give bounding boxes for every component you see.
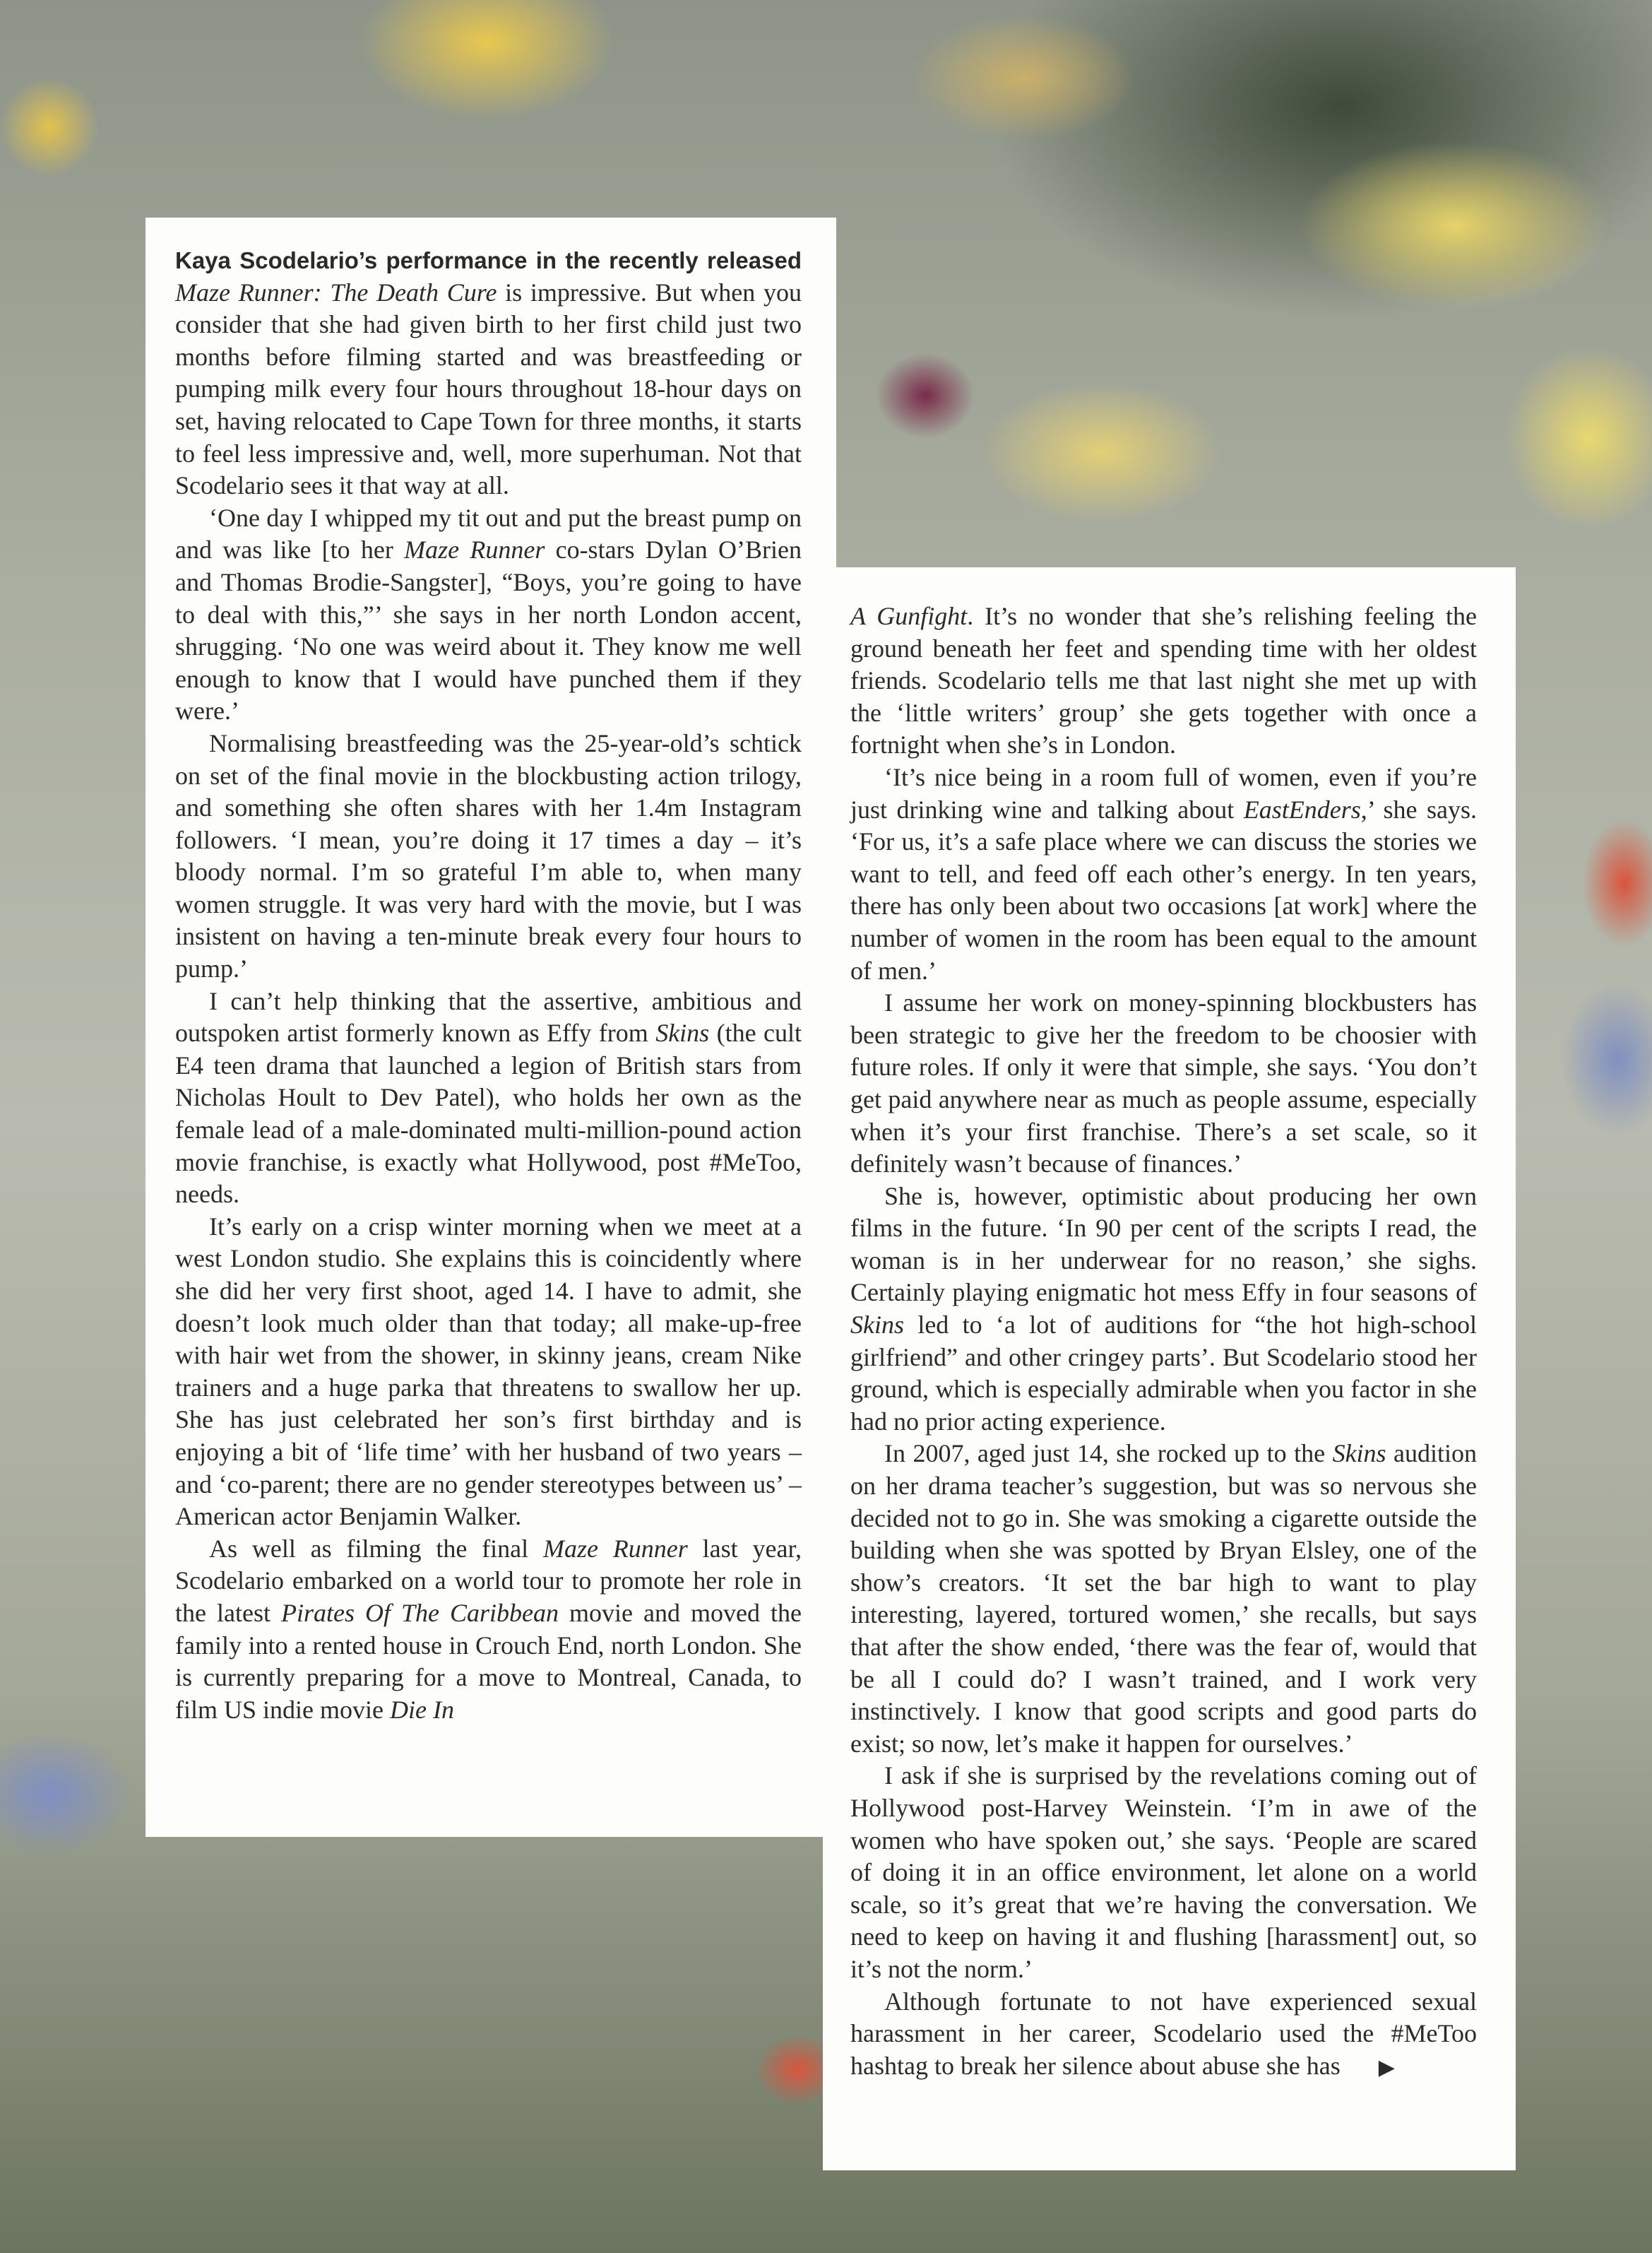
text-segment: movie and moved the family into a rented house in Crouch End, north London. She is currently preparing for a move to Montreal, Canada, to film US indie movie bbox=[175, 1598, 802, 1724]
article-paragraph bbox=[850, 1760, 1477, 1985]
text-segment: I assume her work on money-spinning blockbusters has been strategic to give her the freedom to be choosier with future roles. If only it were that simple, she says. ‘You don’t get paid anywhere near as much as people assume, especially when it’s your first franchise. There’s a set scale, so it definitely wasn’t because of finances.’ bbox=[850, 988, 1477, 1178]
article-paragraph bbox=[175, 1533, 802, 1727]
text-segment: Skins bbox=[655, 1019, 710, 1048]
text-segment: ‘One day I whipped my tit out and put the breast pump on and was like [to her bbox=[175, 503, 802, 564]
text-segment: She is, however, optimistic about producing her own films in the future. ‘In 90 per cent of the scripts I read, the woman is in her underwear for no reason,’ she sighs. Certainly playing enigmatic hot mess Effy in four seasons of bbox=[850, 1181, 1477, 1307]
text-segment: I ask if she is surprised by the revelations coming out of Hollywood post-Harvey Weinstein. ‘I’m in awe of the women who have spoken out,’ she says. ‘People are scared of doing it in an office environment, let alone on a world scale, so it’s great that we’re having the conversation. We need to keep on having it and flushing [harassment] out, so it’s not the norm.’ bbox=[850, 1761, 1477, 1983]
text-segment: co-stars Dylan O’Brien and Thomas Brodie-Sangster], “Boys, you’re going to have to deal with this,”’ she says in her north London accent, shrugging. ‘No one was weird about it. They know me well enough to know that I would have punched them if they were.’ bbox=[175, 536, 802, 726]
article-paragraph bbox=[175, 986, 802, 1211]
text-segment: I can’t help thinking that the assertive, ambitious and outspoken artist formerly known as Effy from bbox=[175, 986, 802, 1048]
text-segment: A Gunfight bbox=[850, 602, 968, 630]
text-segment: (the cult E4 teen drama that launched a legion of British stars from Nicholas Hoult to Dev Patel), who holds her own as the female lead of a male-dominated multi-million-pound action movie franchise, is exactly what Hollywood, post #MeToo, needs. bbox=[175, 1019, 802, 1209]
article-paragraph bbox=[175, 502, 802, 728]
article-paragraph bbox=[175, 1211, 802, 1533]
text-segment: Skins bbox=[1332, 1439, 1386, 1468]
text-segment: led to ‘a lot of auditions for “the hot high-school girlfriend” and other cringey parts’. But Scodelario stood her ground, which is especially admirable when you factor in she had no prior acting experience. bbox=[850, 1311, 1477, 1436]
article-paragraph bbox=[850, 1181, 1477, 1438]
text-segment: Although fortunate to not have experienced sexual harassment in her career, Scodelario used the #MeToo hashtag to break her silence about abuse she has bbox=[850, 1987, 1477, 2080]
text-segment: Die In bbox=[389, 1695, 454, 1724]
text-segment: audition on her drama teacher’s suggestion, but was so nervous she decided not to go in. She was smoking a cigarette outside the building when she was spotted by Bryan Elsley, one of the show’s creators. ‘It set the bar high to want to play interesting, layered, tortured women,’ she recalls, but says that after the show ended, ‘there was the fear of, would that be all I could do? I wasn’t trained, and I work very instinctively. I know that good scripts and good parts do exist; so now, let’s make it happen for ourselves.’ bbox=[850, 1439, 1478, 1758]
article-paragraph bbox=[175, 244, 802, 502]
text-segment: last year, Scodelario embarked on a world tour to promote her role in the latest bbox=[175, 1534, 802, 1627]
text-segment: ,’ she says. ‘For us, it’s a safe place where we can discuss the stories we want to tell, and feed off each other’s energy. In ten years, there has only been about two occasions [at work] where the number of women in the room has been equal to the amount of men.’ bbox=[850, 795, 1477, 985]
text-segment: Skins bbox=[850, 1311, 904, 1340]
article-paragraph bbox=[850, 762, 1477, 987]
continue-arrow-icon: ▶ bbox=[1378, 2055, 1395, 2079]
standfirst-lead: Kaya Scodelario’s performance in the recently released bbox=[175, 247, 802, 273]
text-segment: Normalising breastfeeding was the 25-year-old’s schtick on set of the final movie in the blockbusting action trilogy, and something she often shares with her 1.4m Instagram followers. ‘I mean, you’re doing it 17 times a day – it’s bloody normal. I’m so grateful I’m able to, when many women struggle. It was very hard with the movie, but I was insistent on having a ten-minute break every four hours to pump.’ bbox=[175, 728, 802, 983]
text-segment: . It’s no wonder that she’s relishing feeling the ground beneath her feet and spending time with her oldest friends. Scodelario tells me that last night she met up with the ‘little writers’ group’ she gets together with once a fortnight when she’s in London. bbox=[850, 602, 1477, 759]
text-segment: As well as filming the final bbox=[209, 1534, 543, 1563]
text-segment: In 2007, aged just 14, she rocked up to the bbox=[884, 1439, 1333, 1468]
text-segment: It’s early on a crisp winter morning when we meet at a west London studio. She explains this is coincidently where she did her very first shoot, aged 14. I have to admit, she doesn’t look much older than that today; all make-up-free with hair wet from the shower, in skinny jeans, cream Nike trainers and a huge parka that threatens to swallow her up. She has just celebrated her son’s first birthday and is enjoying a bit of ‘life time’ with her husband of two years – and ‘co-parent; there are no gender stereotypes between us’ – American actor Benjamin Walker. bbox=[175, 1212, 802, 1531]
article-paragraph bbox=[850, 1438, 1477, 1760]
text-segment: Maze Runner bbox=[404, 536, 545, 564]
text-segment: Maze Runner: The Death Cure bbox=[175, 278, 497, 307]
article-paragraph bbox=[175, 728, 802, 986]
text-segment: Maze Runner bbox=[543, 1534, 688, 1563]
article-paragraph bbox=[850, 987, 1477, 1181]
article-paragraph bbox=[850, 1986, 1477, 2084]
text-segment: is impressive. But when you consider that she had given birth to her first child just two months before filming started and was breastfeeding or pumping milk every four hours throughout 18-hour days on set, having relocated to Cape Town for three months, it starts to feel less impressive and, well, more superhuman. Not that Scodelario sees it that way at all. bbox=[175, 278, 802, 500]
text-segment: EastEnders bbox=[1243, 795, 1361, 824]
article-column-right bbox=[850, 601, 1477, 2083]
text-segment: Pirates Of The Caribbean bbox=[280, 1598, 559, 1627]
text-segment: ‘It’s nice being in a room full of women, even if you’re just drinking wine and talking about bbox=[850, 762, 1477, 824]
article-column-left bbox=[175, 244, 802, 1726]
article-paragraph bbox=[850, 601, 1477, 762]
